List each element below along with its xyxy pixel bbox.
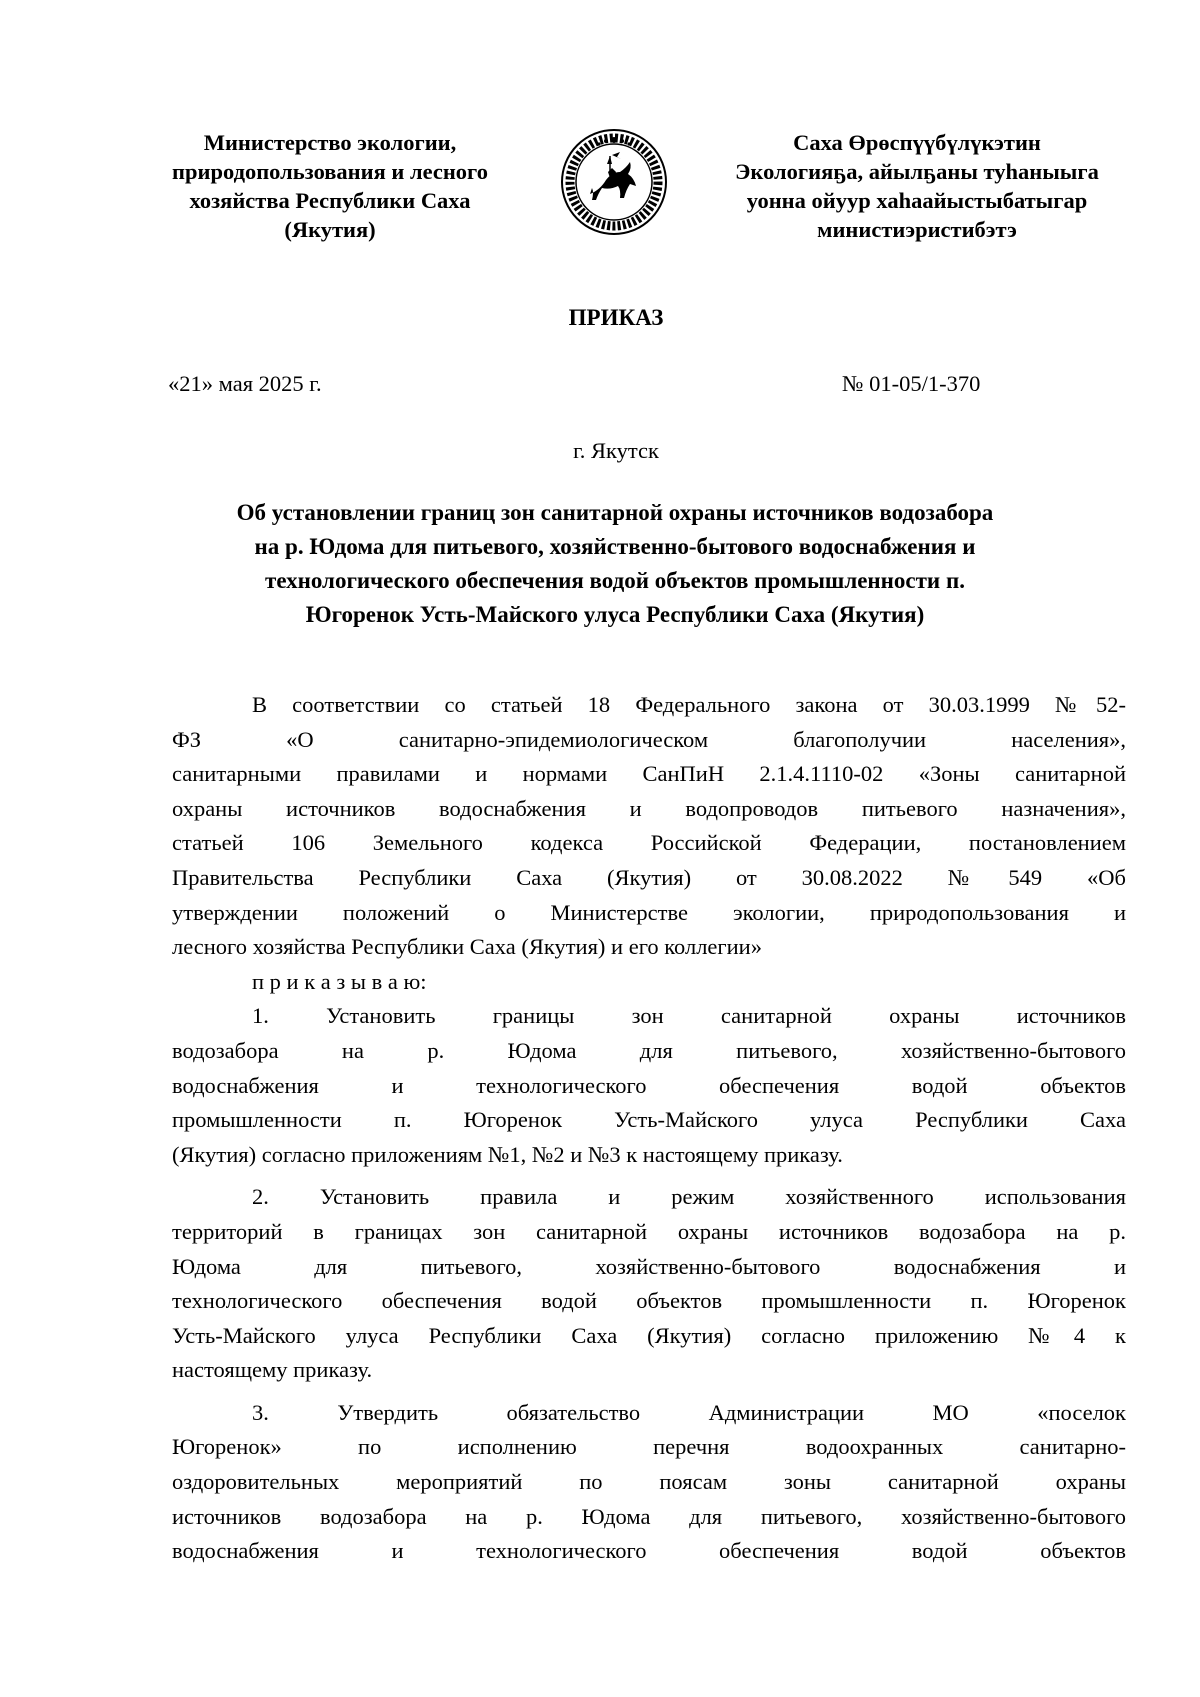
subject-line: Об установлении границ зон санитарной охраны источников водозабора — [236, 500, 994, 525]
subject-line: на р. Юдома для питьевого, хозяйственно-бытового водоснабжения и — [254, 534, 976, 559]
item2-line: настоящему приказу. — [172, 1357, 373, 1383]
preamble-line: Правительства Республики Саха (Якутия) от 30.08.2022 №549 «Об — [172, 864, 1126, 890]
item2-line: территорий в границах зон санитарной охраны источников водозабора на р. — [172, 1218, 1126, 1244]
item2-line: Усть-Майского улуса Республики Саха (Якутия) согласно приложению №4 к — [172, 1322, 1126, 1348]
item3-line: источников водозабора на р. Юдома для питьевого, хозяйственно-бытового — [172, 1503, 1126, 1529]
header-left-line: (Якутия) — [284, 217, 376, 242]
subject-line: технологического обеспечения водой объектов промышленности п. — [265, 568, 965, 593]
item2-line: 2. Установить правила и режим хозяйственного использования — [252, 1184, 1126, 1210]
preamble-line: В соответствии со статьей 18 Федерального закона от 30.03.1999 №52- — [252, 692, 1126, 717]
item2-line: технологического обеспечения водой объектов промышленности п. Югоренок — [172, 1288, 1126, 1314]
item3-line: оздоровительных мероприятий по поясам зоны санитарной охраны — [172, 1469, 1126, 1495]
ministry-name-russian — [140, 128, 520, 244]
item1-line: водозабора на р. Юдома для питьевого, хозяйственно-бытового — [172, 1037, 1126, 1063]
coat-of-arms-emblem — [560, 128, 668, 236]
preamble-line: санитарными правилами и нормами СанПиН 2.1.4.1110-02 «Зоны санитарной — [172, 761, 1126, 787]
header-right-line: министиэристибэтэ — [817, 217, 1017, 242]
header-left-line: хозяйства Республики Саха — [189, 188, 471, 213]
order-word: п р и к а з ы в а ю: — [252, 968, 427, 994]
header-right-line: Саха Өрөспүүбүлүкэтин — [793, 130, 1041, 155]
item1-line: 1. Установить границы зон санитарной охраны источников — [252, 1003, 1126, 1029]
order-date: «21» мая 2025 г. — [168, 371, 322, 396]
order-subject — [150, 496, 1080, 632]
preamble-line: ФЗ «О санитарно-эпидемиологическом благополучии населения», — [172, 726, 1126, 752]
preamble-line: статьей 106 Земельного кодекса Российской Федерации, постановлением — [172, 830, 1126, 856]
item3-line: Югоренок» по исполнению перечня водоохранных санитарно- — [172, 1434, 1126, 1460]
item3-line: водоснабжения и технологического обеспечения водой объектов — [172, 1538, 1126, 1564]
order-number: № 01-05/1-370 — [842, 371, 981, 396]
header-right-line: Экологияҕа, айылҕаны туһаныыга — [735, 159, 1099, 184]
header-left-line: природопользования и лесного — [172, 159, 488, 184]
order-city: г. Якутск — [573, 438, 659, 463]
item3-line: 3. Утвердить обязательство Администрации МО «поселок — [252, 1399, 1126, 1425]
item2-line: Юдома для питьевого, хозяйственно-бытового водоснабжения и — [172, 1253, 1126, 1279]
item1-line: водоснабжения и технологического обеспечения водой объектов — [172, 1072, 1126, 1098]
item1-line: промышленности п. Югоренок Усть-Майского улуса Республики Саха — [172, 1107, 1126, 1133]
ministry-name-sakha — [692, 128, 1142, 244]
item1-line: (Якутия) согласно приложениям №1, №2 и №3 к настоящему приказу. — [172, 1141, 843, 1167]
header-left-line: Министерство экологии, — [203, 130, 457, 155]
preamble-line: лесного хозяйства Республики Саха (Якутия) и его коллегии» — [172, 934, 762, 960]
order-body — [172, 688, 1126, 1569]
preamble-line: охраны источников водоснабжения и водопроводов питьевого назначения», — [172, 795, 1126, 821]
preamble-line: утверждении положений о Министерстве экологии, природопользования и — [172, 899, 1126, 925]
subject-line: Югоренок Усть-Майского улуса Республики Саха (Якутия) — [305, 602, 925, 627]
document-type-title: ПРИКАЗ — [568, 305, 664, 330]
header-right-line: уонна ойуур хаһаайыстыбатыгар — [746, 188, 1088, 213]
